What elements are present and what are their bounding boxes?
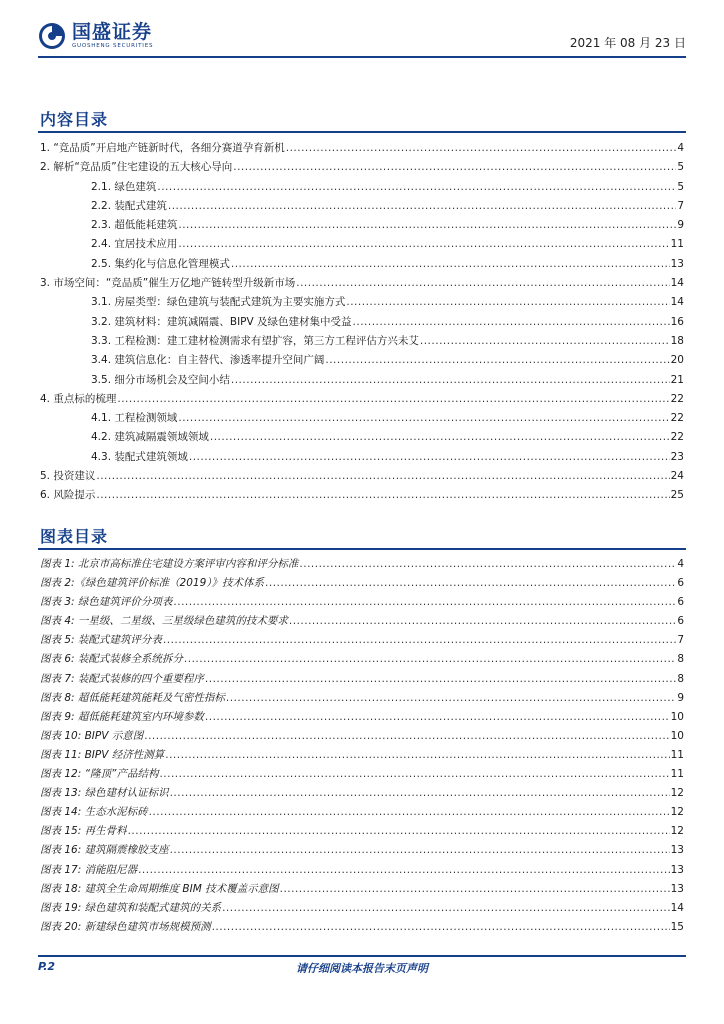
figure-entry[interactable] (40, 594, 684, 613)
entry-label: 图表 8: 超低能耗建筑能耗及气密性指标 (40, 691, 225, 704)
dot-leader (265, 577, 676, 589)
dot-leader (170, 787, 670, 799)
dot-leader (222, 902, 670, 914)
toc-entry[interactable] (40, 391, 684, 410)
entry-label: 图表 14: 生态水泥标砖 (40, 806, 148, 819)
dot-leader (296, 277, 669, 289)
header-divider (38, 56, 686, 58)
figure-entry[interactable] (40, 613, 684, 632)
entry-label: 4.1. 工程检测领域 (91, 412, 178, 425)
figure-entry[interactable] (40, 919, 684, 938)
dot-leader (138, 864, 670, 876)
entry-label: 图表 7: 装配式装修的四个重要程序 (40, 672, 204, 685)
entry-label: 图表 20: 新建绿色建筑市场规模预测 (40, 920, 211, 933)
entry-page-number: 22 (670, 431, 684, 444)
dot-leader (325, 354, 669, 366)
entry-page-number: 11 (670, 238, 684, 251)
dot-leader (163, 634, 676, 646)
dot-leader (168, 200, 676, 212)
dot-leader (96, 489, 669, 501)
toc-entry[interactable] (40, 487, 684, 506)
entry-page-number: 6 (677, 596, 684, 609)
entry-label: 3. 市场空间：“竞品质”催生万亿地产链转型升级新市场 (40, 277, 296, 290)
entry-page-number: 13 (670, 257, 684, 270)
dot-leader (299, 558, 676, 570)
entry-label: 图表 3: 绿色建筑评价分项表 (40, 596, 173, 609)
disclaimer-note: 请仔细阅读本报告末页声明 (296, 962, 428, 975)
entry-label: 图表 12: “隆顶”产品结构 (40, 768, 159, 781)
entry-page-number: 20 (670, 354, 684, 367)
entry-page-number: 4 (677, 142, 684, 154)
entry-page-number: 23 (670, 450, 684, 463)
entry-label: 2.5. 集约化与信息化管理模式 (91, 257, 230, 270)
entry-page-number: 4 (677, 558, 684, 570)
dot-leader (149, 806, 670, 818)
entry-page-number: 14 (670, 277, 684, 290)
entry-page-number: 5 (677, 161, 684, 174)
figure-entry[interactable] (40, 632, 684, 651)
entry-label: 图表 18: 建筑全生命周期维度 BIM 技术覆盖示意图 (40, 882, 279, 895)
company-logo (38, 22, 153, 50)
figure-entry[interactable] (40, 823, 684, 842)
figure-entry[interactable] (40, 728, 684, 747)
figure-entry[interactable] (40, 709, 684, 728)
logo-chinese-name: 国盛证券 (72, 21, 153, 43)
page-header (38, 18, 686, 58)
toc-entry[interactable] (40, 256, 684, 275)
entry-label: 3.4. 建筑信息化：自主替代、渗透率提升空间广阔 (91, 354, 325, 367)
dot-leader (165, 749, 669, 761)
entry-label: 3.2. 建筑材料：建筑减隔震、BIPV 及绿色建材集中受益 (91, 315, 352, 328)
footer-divider (38, 955, 686, 957)
entry-page-number: 25 (670, 489, 684, 502)
dot-leader (159, 768, 669, 780)
figure-entry[interactable] (40, 842, 684, 861)
dot-leader (210, 431, 670, 443)
entry-label: 2. 解析“竞品质”住宅建设的五大核心导向 (40, 161, 233, 174)
entry-label: 图表 9: 超低能耗建筑室内环境参数 (40, 710, 204, 723)
entry-label: 图表 17: 消能阻尼器 (40, 863, 138, 876)
dot-leader (178, 219, 676, 231)
toc-entry[interactable] (40, 372, 684, 391)
dot-leader (231, 374, 670, 386)
entry-label: 2.3. 超低能耗建筑 (91, 219, 178, 232)
entry-label: 3.1. 房屋类型：绿色建筑与装配式建筑为主要实施方式 (91, 296, 346, 309)
entry-page-number: 14 (670, 901, 684, 914)
figure-entry[interactable] (40, 556, 684, 575)
entry-label: 4.2. 建筑减隔震领域领域 (91, 431, 209, 444)
entry-label: 2.1. 绿色建筑 (91, 180, 157, 193)
toc-entry[interactable] (40, 314, 684, 333)
figure-entry[interactable] (40, 862, 684, 881)
entry-page-number: 22 (670, 412, 684, 425)
entry-page-number: 6 (677, 577, 684, 590)
entry-page-number: 10 (670, 729, 684, 742)
entry-label: 4.3. 装配式建筑领域 (91, 450, 188, 463)
entry-page-number: 16 (670, 315, 684, 328)
entry-page-number: 18 (670, 334, 684, 347)
entry-label: 1. “竞品质”开启地产链新时代，各细分赛道孕育新机 (40, 142, 285, 154)
entry-page-number: 11 (670, 748, 684, 761)
entry-label: 3.5. 细分市场机会及空间小结 (91, 373, 230, 386)
dot-leader (353, 316, 670, 328)
dot-leader (346, 296, 669, 308)
entry-label: 图表 6: 装配式装修全系统拆分 (40, 653, 183, 666)
entry-label: 图表 19: 绿色建筑和装配式建筑的关系 (40, 901, 222, 914)
toc-entry[interactable] (40, 159, 684, 178)
entry-label: 图表 2:《绿色建筑评价标准（2019）》技术体系 (40, 577, 265, 590)
toc-entry[interactable] (40, 352, 684, 371)
dot-leader (280, 883, 670, 895)
toc-entry[interactable] (40, 468, 684, 487)
entry-label: 图表 5: 装配式建筑评分表 (40, 634, 162, 647)
toc-entry[interactable] (40, 449, 684, 468)
dot-leader (173, 596, 676, 608)
dot-leader (178, 238, 669, 250)
dot-leader (233, 161, 676, 173)
guosheng-logo-icon (38, 22, 66, 50)
dot-leader (212, 921, 670, 933)
toc-entry[interactable] (40, 275, 684, 294)
list-of-figures (40, 556, 684, 938)
entry-label: 2.2. 装配式建筑 (91, 199, 167, 212)
entry-page-number: 8 (677, 672, 684, 685)
entry-label: 4. 重点标的梳理 (40, 392, 117, 405)
entry-page-number: 5 (677, 180, 684, 193)
entry-page-number: 22 (670, 392, 684, 405)
entry-label: 图表 10: BIPV 示意图 (40, 729, 144, 742)
figure-entry[interactable] (40, 785, 684, 804)
dot-leader (157, 181, 676, 193)
entry-page-number: 7 (677, 634, 684, 647)
figure-entry[interactable] (40, 900, 684, 919)
entry-page-number: 6 (677, 615, 684, 628)
entry-page-number: 12 (670, 825, 684, 838)
dot-leader (231, 258, 670, 270)
dot-leader (128, 825, 670, 837)
entry-label: 图表 16: 建筑隔震橡胶支座 (40, 844, 169, 857)
entry-page-number: 7 (677, 199, 684, 212)
figure-entry[interactable] (40, 804, 684, 823)
dot-leader (420, 335, 670, 347)
dot-leader (289, 615, 676, 627)
entry-label: 图表 11: BIPV 经济性测算 (40, 748, 165, 761)
figures-title: 图表目录 (40, 527, 109, 546)
entry-page-number: 10 (670, 710, 684, 723)
toc-title-divider (38, 131, 686, 133)
figure-entry[interactable] (40, 766, 684, 785)
entry-page-number: 13 (670, 863, 684, 876)
figure-entry[interactable] (40, 671, 684, 690)
dot-leader (205, 673, 676, 685)
entry-page-number: 8 (677, 653, 684, 666)
entry-page-number: 13 (670, 844, 684, 857)
entry-label: 图表 13: 绿色建材认证标识 (40, 787, 169, 800)
figure-entry[interactable] (40, 690, 684, 709)
dot-leader (96, 470, 669, 482)
logo-english-name: GUOSHENG SECURITIES (72, 43, 154, 49)
entry-label: 图表 4: 一星级、二星级、三星级绿色建筑的技术要求 (40, 615, 288, 628)
figure-entry[interactable] (40, 881, 684, 900)
entry-label: 2.4. 宜居技术应用 (91, 238, 178, 251)
toc-entry[interactable] (40, 294, 684, 313)
dot-leader (117, 393, 669, 405)
figure-entry[interactable] (40, 651, 684, 670)
dot-leader (189, 451, 670, 463)
toc-title: 内容目录 (40, 110, 109, 129)
figure-entry[interactable] (40, 575, 684, 594)
entry-page-number: 9 (677, 691, 684, 704)
entry-page-number: 9 (677, 219, 684, 232)
toc-entry[interactable] (40, 217, 684, 236)
entry-page-number: 24 (670, 470, 684, 483)
toc-entry[interactable] (40, 140, 684, 159)
dot-leader (226, 692, 676, 704)
entry-page-number: 15 (670, 920, 684, 933)
dot-leader (184, 653, 676, 665)
dot-leader (144, 730, 669, 742)
toc-entry[interactable] (40, 179, 684, 198)
entry-label: 5. 投资建议 (40, 470, 96, 483)
entry-page-number: 12 (670, 787, 684, 800)
dot-leader (170, 844, 670, 856)
entry-page-number: 12 (670, 806, 684, 819)
page-number: P.2 (38, 960, 56, 973)
entry-label: 图表 15: 再生骨料 (40, 825, 127, 838)
figures-title-divider (38, 548, 686, 550)
dot-leader (205, 711, 670, 723)
toc-entry[interactable] (40, 429, 684, 448)
toc-entry[interactable] (40, 236, 684, 255)
report-date: 2021 年 08 月 23 日 (569, 36, 686, 50)
entry-label: 图表 1: 北京市高标准住宅建设方案评审内容和评分标准 (40, 558, 299, 570)
entry-page-number: 21 (670, 373, 684, 386)
entry-label: 3.3. 工程检测：建工建材检测需求有望扩容，第三方工程评估方兴未艾 (91, 334, 419, 347)
toc-entry[interactable] (40, 410, 684, 429)
dot-leader (178, 412, 669, 424)
entry-page-number: 14 (670, 296, 684, 309)
entry-label: 6. 风险提示 (40, 489, 96, 502)
dot-leader (286, 142, 677, 154)
toc-entry[interactable] (40, 333, 684, 352)
figure-entry[interactable] (40, 747, 684, 766)
toc-entry[interactable] (40, 198, 684, 217)
entry-page-number: 11 (670, 768, 684, 781)
table-of-contents (40, 140, 684, 507)
entry-page-number: 13 (670, 882, 684, 895)
